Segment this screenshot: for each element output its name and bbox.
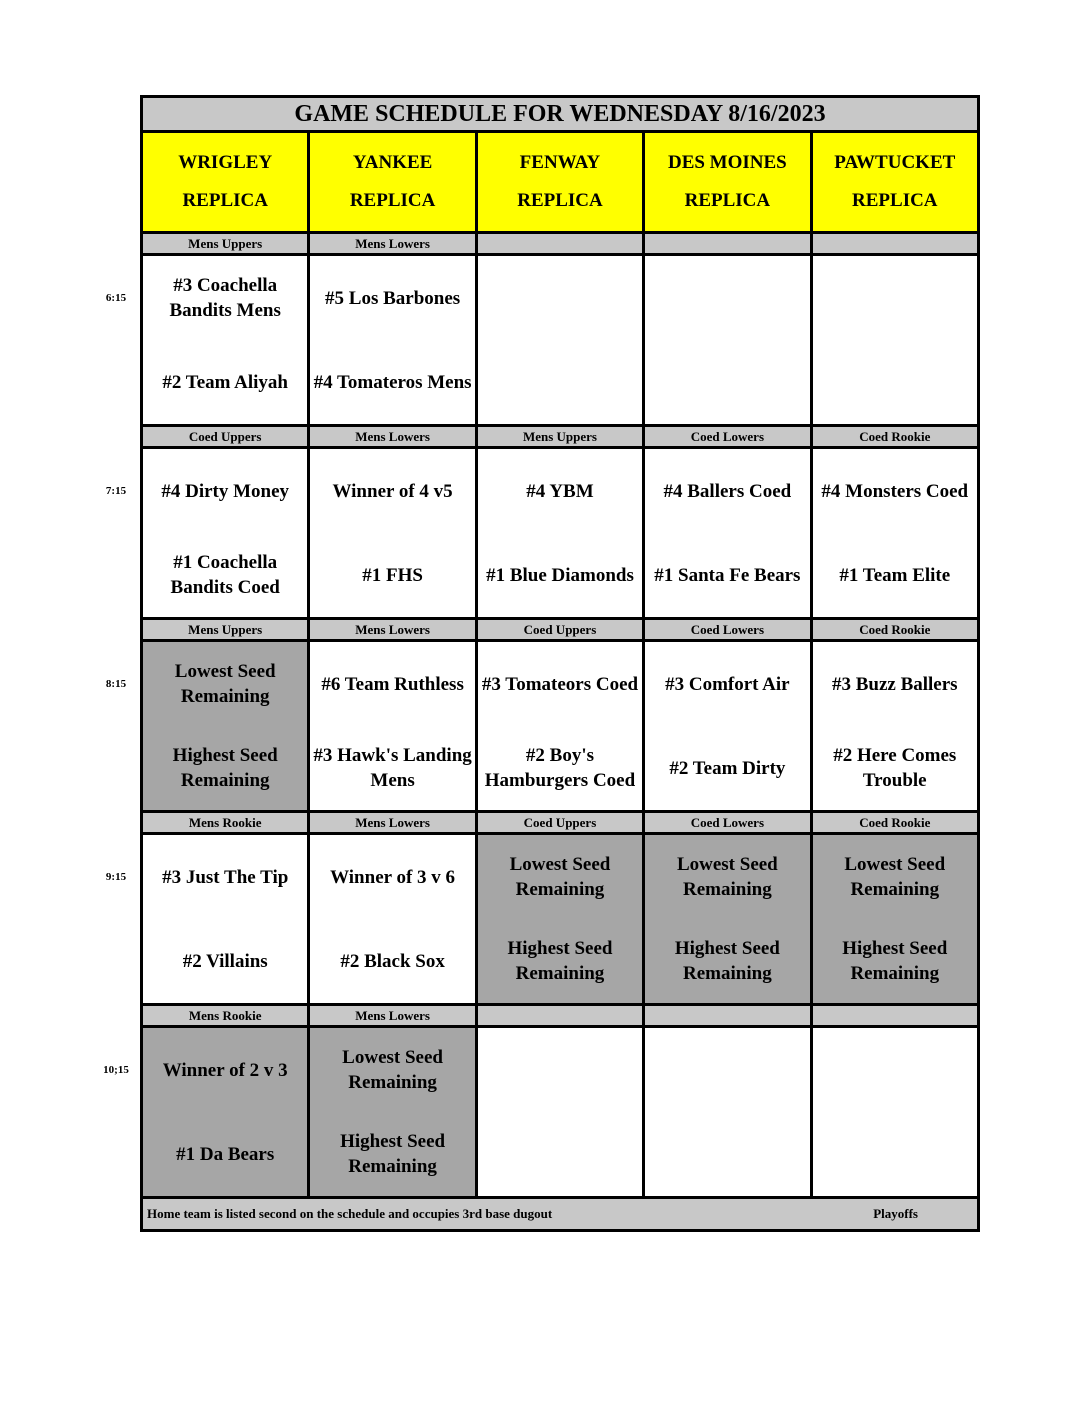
venue-subtitle: REPLICA (852, 190, 938, 211)
division-label: Coed Uppers (476, 812, 643, 834)
game-cell (476, 448, 643, 619)
game-cell (142, 448, 309, 619)
venue-header-yankee (309, 132, 476, 233)
playoffs-legend: Playoffs (873, 1206, 918, 1221)
division-label: Mens Lowers (309, 812, 476, 834)
away-team: Lowest Seed Remaining (509, 854, 611, 900)
away-team (478, 1028, 642, 1112)
away-team: Lowest Seed Remaining (676, 854, 778, 900)
game-row (142, 834, 979, 1005)
playoff-game-cell (309, 1027, 476, 1198)
away-team: Winner of 3 v 6 (330, 866, 456, 888)
away-team: #3 Just The Tip (162, 866, 289, 888)
home-team: Highest Seed Remaining (172, 745, 278, 791)
home-team: #1 FHS (362, 564, 423, 586)
home-team (645, 1112, 809, 1196)
away-team: #4 Dirty Money (161, 480, 290, 502)
division-label (644, 1005, 811, 1027)
home-team: #2 Boy's Hamburgers Coed (484, 745, 636, 791)
away-team (478, 256, 642, 340)
home-team (478, 1112, 642, 1196)
division-label: Mens Rookie (142, 1005, 309, 1027)
away-team: #4 YBM (526, 480, 594, 502)
division-label: Coed Uppers (142, 426, 309, 448)
home-team: #4 Tomateros Mens (313, 371, 472, 393)
division-label (476, 1005, 643, 1027)
playoff-game-cell (142, 1027, 309, 1198)
game-row (142, 255, 979, 426)
away-team: Lowest Seed Remaining (844, 854, 946, 900)
game-cell (309, 448, 476, 619)
venue-header-fenway (476, 132, 643, 233)
away-team: #5 Los Barbones (325, 287, 461, 309)
game-cell (644, 641, 811, 812)
game-cell (811, 1027, 978, 1198)
venue-header-des-moines (644, 132, 811, 233)
game-cell (309, 255, 476, 426)
playoff-game-cell (811, 834, 978, 1005)
division-label: Mens Lowers (309, 1005, 476, 1027)
away-team (813, 256, 977, 340)
division-label: Coed Lowers (644, 426, 811, 448)
home-team: Highest Seed Remaining (340, 1131, 446, 1177)
venue-name: DES MOINES (667, 152, 787, 173)
away-team: #6 Team Ruthless (321, 673, 464, 695)
schedule-title: GAME SCHEDULE FOR WEDNESDAY 8/16/2023 (142, 97, 979, 132)
away-team: #3 Coachella Bandits Mens (169, 275, 281, 321)
home-team: Highest Seed Remaining (507, 938, 613, 984)
away-team (645, 256, 809, 340)
venue-header-pawtucket (811, 132, 978, 233)
home-team: #2 Villains (182, 950, 268, 972)
division-label: Coed Uppers (476, 619, 643, 641)
game-cell (142, 255, 309, 426)
venue-subtitle: REPLICA (349, 190, 436, 211)
home-team: #1 Coachella Bandits Coed (170, 552, 280, 598)
time-label: 9:15 (105, 870, 127, 883)
division-label: Mens Rookie (142, 812, 309, 834)
away-team: #3 Buzz Ballers (831, 673, 958, 695)
home-team: #2 Black Sox (340, 950, 445, 972)
footer-cell (142, 1198, 979, 1231)
home-team (813, 340, 977, 424)
away-team: #4 Monsters Coed (821, 480, 969, 502)
home-team: #1 Da Bears (176, 1143, 275, 1165)
home-team (478, 340, 642, 424)
time-label: 10;15 (103, 1063, 129, 1076)
away-team (813, 1028, 977, 1112)
away-team: Lowest Seed Remaining (174, 661, 276, 707)
home-team: #3 Hawk's Landing Mens (313, 745, 472, 791)
game-cell (644, 1027, 811, 1198)
home-team: #2 Team Dirty (669, 757, 786, 779)
game-row (142, 448, 979, 619)
game-cell (476, 641, 643, 812)
venue-row (142, 132, 979, 233)
away-team: Lowest Seed Remaining (342, 1047, 443, 1093)
game-cell (811, 448, 978, 619)
away-team: Winner of 2 v 3 (162, 1059, 288, 1081)
time-label: 6:15 (105, 291, 127, 304)
venue-subtitle: REPLICA (517, 190, 603, 211)
game-cell (644, 255, 811, 426)
division-label: Mens Uppers (142, 233, 309, 255)
division-row (142, 426, 979, 448)
division-label (811, 1005, 978, 1027)
division-label: Coed Rookie (811, 812, 978, 834)
playoff-game-cell (142, 641, 309, 812)
division-label: Coed Lowers (644, 812, 811, 834)
venue-name: PAWTUCKET (834, 152, 956, 173)
venue-name: FENWAY (519, 152, 601, 173)
game-cell (811, 641, 978, 812)
game-cell (309, 641, 476, 812)
home-team: Highest Seed Remaining (674, 938, 780, 984)
home-team (645, 340, 809, 424)
away-team: #4 Ballers Coed (663, 480, 792, 502)
time-label: 8:15 (105, 677, 127, 690)
home-team: #2 Here Comes Trouble (833, 745, 957, 791)
away-team (645, 1028, 809, 1112)
game-cell (811, 255, 978, 426)
footer-row (142, 1198, 979, 1231)
division-row (142, 1005, 979, 1027)
venue-header-wrigley (142, 132, 309, 233)
venue-name: WRIGLEY (178, 152, 273, 173)
away-team: #3 Comfort Air (665, 673, 790, 695)
division-label: Coed Lowers (644, 619, 811, 641)
home-team: #1 Santa Fe Bears (654, 564, 801, 586)
home-team: Highest Seed Remaining (842, 938, 948, 984)
venue-subtitle: REPLICA (684, 190, 771, 211)
game-cell (644, 448, 811, 619)
division-label: Mens Lowers (309, 233, 476, 255)
division-label: Mens Lowers (309, 426, 476, 448)
division-row (142, 812, 979, 834)
away-team: Winner of 4 v5 (332, 480, 453, 502)
home-team: #1 Blue Diamonds (486, 564, 634, 586)
away-team: #3 Tomateors Coed (481, 673, 639, 695)
playoff-game-cell (644, 834, 811, 1005)
division-label (476, 233, 643, 255)
game-cell (309, 834, 476, 1005)
division-label: Mens Lowers (309, 619, 476, 641)
venue-subtitle: REPLICA (182, 190, 268, 211)
division-row (142, 233, 979, 255)
game-schedule-table (140, 95, 980, 1232)
division-row (142, 619, 979, 641)
division-label: Coed Rookie (811, 619, 978, 641)
home-team (813, 1112, 977, 1196)
game-row (142, 641, 979, 812)
division-label (644, 233, 811, 255)
division-label: Coed Rookie (811, 426, 978, 448)
home-team: #2 Team Aliyah (162, 371, 289, 393)
game-cell (142, 834, 309, 1005)
game-cell (476, 1027, 643, 1198)
footer-note: Home team is listed second on the schedule and occupies 3rd base dugout (147, 1206, 553, 1221)
playoff-game-cell (476, 834, 643, 1005)
home-team: #1 Team Elite (839, 564, 951, 586)
game-row (142, 1027, 979, 1198)
division-label: Mens Uppers (142, 619, 309, 641)
title-row (142, 97, 979, 132)
division-label (811, 233, 978, 255)
venue-name: YANKEE (352, 152, 433, 173)
division-label: Mens Uppers (476, 426, 643, 448)
game-cell (476, 255, 643, 426)
time-label: 7:15 (105, 484, 127, 497)
